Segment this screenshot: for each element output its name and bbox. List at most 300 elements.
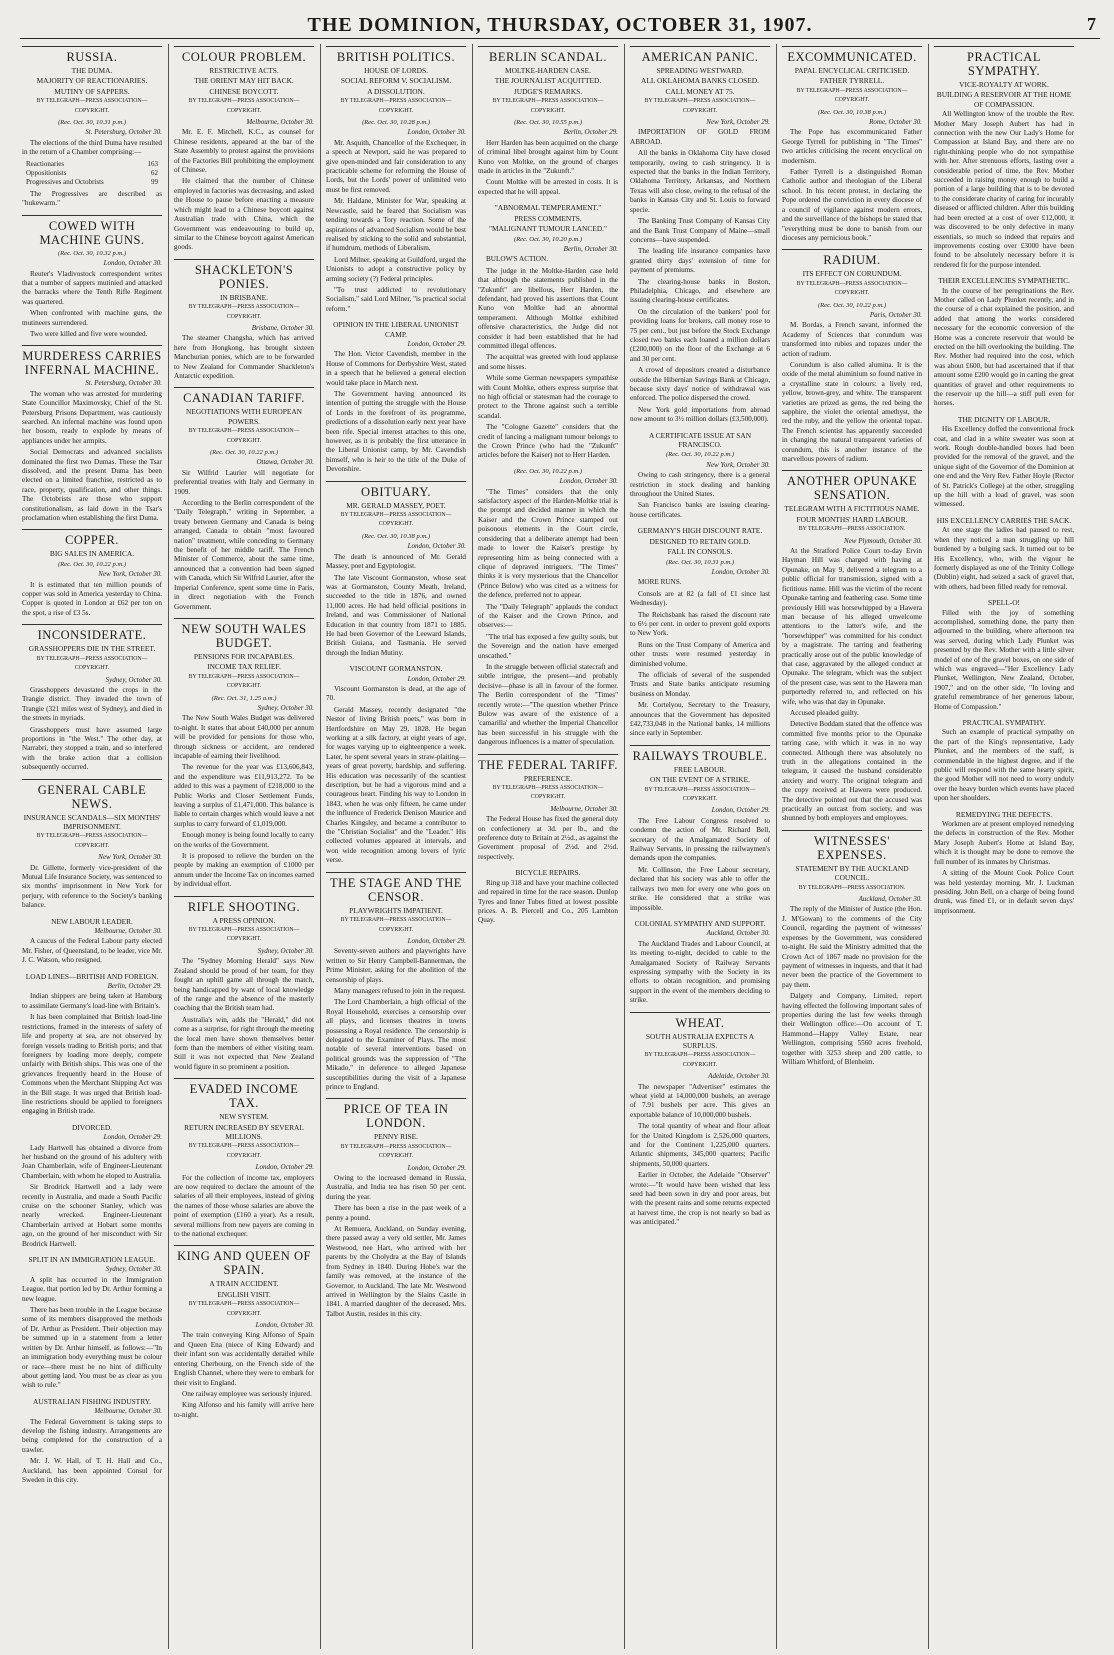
article-dateline: Ottawa, October 30. — [256, 458, 314, 467]
table-label: Oppositionists — [26, 169, 67, 178]
article-paragraph: Social Democrats and advanced socialists dominated the first two Dumas. These the Tsar dissolved, and the present Duma has been elected on a limited franchise, restricted as to race, property, qualification, and other things. The Octobrists are those who support constitutionalism, as laid down in the Tsar's proclamation when establishing the first Duma. — [22, 448, 162, 523]
article — [478, 754, 618, 863]
article — [326, 481, 466, 659]
article-paragraph: There has been a rise in the past week of a penny a pound. — [326, 1204, 466, 1222]
article-headline: WITNESSES' EXPENSES. — [782, 830, 922, 862]
table-value: 99 — [151, 178, 158, 187]
article-headline: ANOTHER OPUNAKE SENSATION. — [782, 470, 922, 502]
article-byline: BY TELEGRAPH—PRESS ASSOCIATION—COPYRIGHT. — [644, 786, 756, 803]
article-paragraph: The judge in the Moltke-Harden case held that although the statements published in the "Zukunft" are libellous, Herr Harden, the defendant, had proved his assertions that Count Kuno von Moltke had an abnormal temperament. Although Moltke exhibited offensive characteristics, the Judge did not consider it had been established that he had committed illegal offences. — [478, 266, 618, 350]
article-paragraph: Mr. Collinson, the Free Labour secretary, declared that his society was able to offer the railways two men for every one who goes on strike. He considered that a strike was impossible. — [630, 865, 770, 912]
article-paragraph: The "Daily Telegraph" applauds the conduct of the Kaiser and the Crown Prince, and observes:— — [478, 602, 618, 630]
article-paragraph: M. Bordas, a French savant, informed the Academy of Sciences that corundum was transformed into rubies and topazes under the action of radium. — [782, 321, 922, 358]
article-paragraph: Father Tyrrell is a distinguished Roman Catholic author and theologian of the Liberal school. In his recent protest, in declaring the Pope ordered the conviction in every diocese of a council of vigilance against modern errors, and the surveillance of the bishops he stated that "everything must be done to banish from our dioceses any pernicious book." — [782, 168, 922, 242]
article-subheading: FALL IN CONSOLS. — [667, 547, 733, 557]
article-subheading: A TRAIN ACCIDENT. — [209, 1279, 279, 1289]
article-paragraph: The steamer Changsha, which has arrived here from Hongkong, has brought sixteen Manchurian ponies, which are to be forwarded to New Zealand for Commander Shackleton's Antarctic expedition. — [174, 334, 314, 380]
article-byline: BY TELEGRAPH—PRESS ASSOCIATION—COPYRIGHT. — [340, 512, 452, 528]
article-paragraph: The Government having announced its intention of putting the struggle with the House of Lords in the forefront of its programme, predictions of a dissolution early next year have been rife. Special interest attaches to this one, however, as it is probably the first utterance in the Liberal Unionist camp, by Mr. Cavendish himself, who is heir to the title of the Duke of Devonshire. — [326, 390, 466, 474]
article-paragraph: Owing to the increased demand in Russia, Australia, and India tea has risen 50 per cent. during the year. — [326, 1174, 466, 1201]
masthead — [20, 14, 1100, 39]
article-byline: BY TELEGRAPH—PRESS ASSOCIATION—COPYRIGHT. — [644, 98, 756, 114]
article-dateline: London, October 30. — [255, 1321, 314, 1330]
article — [174, 259, 314, 382]
article-headline: EXCOMMUNICATED. — [782, 46, 922, 64]
column-rule — [168, 44, 169, 1649]
article-dateline: St. Petersburg, October 30. — [85, 379, 162, 388]
article-dateline: London, October 29. — [255, 1163, 314, 1172]
article-byline: BY TELEGRAPH—PRESS ASSOCIATION—COPYRIGHT. — [188, 927, 300, 943]
received-time: (Rec. Oct. 30, 10.32 p.m.) — [57, 249, 127, 257]
article — [174, 618, 314, 890]
article — [22, 215, 162, 340]
article-paragraph: King Alfonso and his family will arrive here to-night. — [174, 1401, 314, 1419]
received-time: (Rec. Oct. 30, 10.22 p.m.) — [513, 467, 583, 475]
article-subheading: BIG SALES IN AMERICA. — [49, 549, 135, 559]
page-number: 7 — [1087, 14, 1096, 34]
article-subheading: OPINION IN THE LIBERAL UNIONIST CAMP. — [333, 320, 459, 339]
article-paragraph: The woman who was arrested for murdering State Councillor Maximovsky, Chief of the St. Petersburg Prisons Department, was cautiously searched. An infernal machine was found upon her bosom, ready to explode by means of appliances under her armpits. — [22, 389, 162, 445]
article-paragraph: His Excellency doffed the conventional frock coat, and clad in a white sweater was soon at work. Rough double-handled boxes had been provided for the removal of the gravel, and the unique sight of the Governor of the Dominion at one end and the Very Rev. Father Hoyle (Rector of St. Patrick's College) at the other, struggling up the hill with a load of gravel, was soon witnessed. — [934, 425, 1074, 509]
article-headline: WHEAT. — [630, 1012, 770, 1030]
article-paragraph: MORE RUNS. — [638, 578, 682, 587]
article-subheading: A CERTIFICATE ISSUE AT SAN FRANCISCO. — [648, 430, 752, 450]
article-subheading: VICE-ROYALTY AT WORK. — [959, 80, 1049, 89]
article-subheading: "MALIGNANT TUMOUR LANCED." — [488, 224, 608, 234]
article-paragraph: Two were killed and five were wounded. — [30, 329, 148, 338]
article-paragraph: The death is announced of Mr. Gerald Massey, poet and Egyptologist. — [326, 552, 466, 571]
received-time: (Rec. Oct. 30, 10.22 p.m.) — [209, 449, 279, 456]
article-byline: BY TELEGRAPH—PRESS ASSOCIATION—COPYRIGHT. — [188, 98, 300, 114]
article-headline: RADIUM. — [782, 249, 922, 267]
received-time: (Rec. Oct. 30, 10.55 p.m.) — [513, 119, 583, 127]
article-paragraph: Reuter's Vladivostock correspondent writes that a number of sappers mutinied and attacked the barracks where the Tenth Rifle Regiment was quartered. — [22, 269, 162, 306]
article-paragraph: Lady Hartwell has obtained a divorce from her husband on the ground of his adultery with Joan Chamberlain, wife of Engineer-Lieutenant Chamberlain, with whom he eloped to Australia. — [22, 1143, 162, 1180]
article-byline: BY TELEGRAPH—PRESS ASSOCIATION—COPYRIGHT. — [340, 917, 452, 933]
article — [630, 745, 770, 913]
article-byline: BY TELEGRAPH—PRESS ASSOCIATION—COPYRIGHT. — [188, 1143, 300, 1159]
article-subheading: CALL MONEY AT 75. — [665, 86, 735, 96]
article-dateline: Brisbane, October 30. — [251, 323, 314, 332]
article-paragraph: When confronted with machine guns, the mutineers surrendered. — [22, 309, 162, 327]
article-headline: COLOUR PROBLEM. — [174, 46, 314, 64]
article-subheading: CHINESE BOYCOTT. — [209, 86, 279, 96]
article-byline: BY TELEGRAPH—PRESS ASSOCIATION. — [798, 884, 906, 891]
article-byline: BY TELEGRAPH—PRESS ASSOCIATION—COPYRIGHT. — [36, 655, 148, 672]
article-paragraph: All Wellington know of the trouble the Rev. Mother Mary Joseph Aubert has had in connection with the new Our Lady's Home for Compassion at Island Bay, and there are no right-thinking people who do not sympathise with her. After strenuous efforts, lasting over a considerable period of time, the Rev. Mother succeeded in raising money enough to build a portion of a large building that is to be devoted to the considerate charity of caring for incurably diseased or afflicted children. After this building had been erected at a cost of over £12,000, it was discovered to be only defective in many essentials, so much so indeed that repairs and improvements costing over £3000 have been found to be absolutely necessary before it is rendered fit for the purpose intended. — [934, 110, 1074, 269]
received-time: (Rec. Oct. 30, 10.22 p.m.) — [817, 301, 887, 309]
article-paragraph: Many managers refused to join in the request. — [334, 986, 466, 995]
article-headline: THE FEDERAL TARIFF. — [478, 754, 618, 772]
article-paragraph: The Auckland Trades and Labour Council, at its meeting to-night, decided to cable to the Amalgamated Society of Railway Servants expressing sympathy with the Society in its efforts to obtain recognition, and promising support in the event of the members deciding to strike. — [630, 939, 770, 1005]
article-paragraph: Grasshoppers must have assumed large proportions in "the West." The other day, at Narrabri, they stopped a train, and so interfered with the brake action that a collision subsequently occurred. — [22, 725, 162, 772]
article-paragraph: On the circulation of the bankers' pool for providing loans for brokers, call money rose to 75 per cent., but just before the Stock Exchange closed two banks each loaned a million dollars (£200,000) on the floor of the Exchange at 6 and 30 per cent. — [630, 307, 770, 363]
article-paragraph: The reply of the Minister of Justice (the Hon. J. M'Gowan) to the comments of the City Council, regarding the payment of witnesses' expenses by the Government, was considered to-night. He said the Ministry admitted that the Crown Act of 1867 made no provision for the payment of witnesses in inquests, and that it had never been the practice of the Government to pay them. — [782, 905, 922, 989]
article-paragraph: Consols are at 82 (a fall of £1 since last Wednesday). — [630, 589, 770, 608]
article-paragraph: Lord Milner, speaking at Guildford, urged the Unionists to adopt a constructive policy by arming society (?) Federal principles. — [326, 255, 466, 283]
table-row — [22, 178, 162, 187]
article-paragraph: The leading life insurance companies have granted thirty days' extension of time for payment of premiums. — [630, 247, 770, 275]
article-subheading: REMEDYING THE DEFECTS. — [955, 809, 1053, 819]
article — [630, 1012, 770, 1228]
article-headline: NEW SOUTH WALES BUDGET. — [174, 618, 314, 650]
article-subheading: DESIGNED TO RETAIN GOLD. — [649, 536, 751, 546]
article-dateline: London, October 30. — [407, 542, 466, 551]
article-paragraph: Sir Wilfrid Laurier will negotiate for preferential treaties with Italy and Germany in 1909. — [174, 468, 314, 496]
article-paragraph: It has been complained that British load-line restrictions, framed in the interests of safety of life and property at sea, are not observed by foreign vessels trading to British ports; and that foreigners by loading more deeply, compete unfairly with British ships. This was one of the grievances frequently heard in the House of Commons when the Merchant Shipping Act was in the Bill stage. It was urged that British load-line restrictions should be applied to foreigners engaging in British trade. — [22, 1013, 162, 1116]
article-subheading: INSURANCE SCANDALS—SIX MONTHS' IMPRISONMENT. — [23, 812, 161, 831]
article — [326, 46, 466, 314]
article-paragraph: San Francisco banks are issuing clearing-house certificates. — [630, 501, 770, 519]
article-dateline: Sydney, October 30. — [257, 703, 314, 712]
article-headline: BERLIN SCANDAL. — [478, 46, 618, 64]
article-paragraph: The total quantity of wheat and flour afloat for the United Kingdom is 2,526,000 quarters, and for the Continent 1,225,000 quarters. Atlantic shipments, 345,000 quarters; Pacific shipments, 50,000 quarters. — [630, 1122, 770, 1168]
article-paragraph: All the banks in Oklahoma City have closed temporarily, owing to cash stringency. It is expected that the banks in the Indian Territory, Oklahoma Territory, Arkansas, and Northern Texas will also close, owing to the refusal of the banks in Kansas City and St. Louis to forward specie. — [630, 149, 770, 214]
article — [782, 249, 922, 464]
article — [934, 516, 1074, 592]
article-subheading: THE DUMA. — [71, 66, 113, 75]
article-paragraph: The revenue for the year was £13,606,843, and the expenditure was £11,913,272. To be added to this was a payment of £218,000 to the Public Works and Closer Settlement Funds, leaving a surplus of £1,471,000. This balance is liable to certain charges which would leave a net surplus to carry forward of £1,019,000. — [174, 763, 314, 828]
article-byline: BY TELEGRAPH—PRESS ASSOCIATION—COPYRIGHT. — [36, 98, 148, 114]
article-paragraph: The Pope has excommunicated Father George Tyrrell for publishing in "The Times" two articles criticising the recent encyclical on modernism. — [782, 128, 922, 165]
article-headline: THE STAGE AND THE CENSOR. — [326, 872, 466, 904]
article-paragraph: At Remuera, Auckland, on Sunday evening, there passed away a very old settler, Mr. James Westwood, nee Hart, who arrived with her parents by the Cholydra at the Bay of Islands from Sydney in 1840. During Hobe's war the family was removed, at the instance of the Governor, to Auckland. The late Mr. Westwood arrived in Wellington by the Slains Castle in 1841. A married daughter of the deceased, Mrs. Talbot Austin, resides in this city. — [326, 1225, 466, 1318]
article-headline: GENERAL CABLE NEWS. — [22, 779, 162, 811]
article-paragraph: It is proposed to relieve the burden on the people by making an exemption of £1000 per annum under the Income Tax on incomes earned by individual effort. — [174, 852, 314, 889]
column-7 — [934, 44, 1074, 1649]
article — [174, 1245, 314, 1420]
article-paragraph: Such an example of practical sympathy on the part of the King's representative, Lady Plunket, and the members of the staff, is commendable in the highest degree, and if the public will respond with the same hearty spirit, the good Mother will not need to worry unduly over the heavy burden which events have placed upon her shoulders. — [934, 728, 1074, 803]
received-time: (Rec. Oct. 31, 1.25 a.m.) — [211, 694, 277, 702]
article-paragraph: Earlier in October, the Adelaide "Observer" wrote:—"It would have been wished that less seed had been sown in dry and poor areas, but with the present rains and some returns expected at harvest time, the crop is not nearly so bad as was anticipated." — [630, 1171, 770, 1227]
article — [478, 868, 618, 925]
article-paragraph: At one stage the ladies had paused to rest, when they noticed a man struggling up hill burdened by a bulging sack. It turned out to be His Excellency, who, with the vigour he formerly displayed as one of the Trinity College (Dublin) eight, had seized a sack of gravel that, with others, had been filled ready for removal. — [934, 526, 1074, 591]
article-dateline: London, October 29. — [407, 936, 466, 945]
article — [934, 598, 1074, 712]
article-paragraph: Mr. E. F. Mitchell, K.C., as counsel for Chinese residents, appeared at the bar of the State Assembly to protest against the provisions of the Factories Bill prohibiting the employment of Chinese. — [174, 128, 314, 175]
article-subheading: DIVORCED. — [71, 1122, 113, 1132]
article-paragraph: The Federal House has fixed the general duty on confectionery at 3d. per lb., and the preference duty to Britain at 2½d., as against the Government proposal of 2½d. and 2½d. respectively. — [478, 815, 618, 861]
article — [22, 1123, 162, 1249]
article-subheading: PENNY RISE. — [373, 1132, 419, 1142]
article-subheading: JUDGE'S REMARKS. — [513, 86, 583, 96]
table-value: 62 — [151, 169, 158, 178]
article — [22, 345, 162, 523]
article-dateline: London, October 29. — [407, 1163, 466, 1172]
article-paragraph: BULOW'S ACTION. — [486, 255, 548, 264]
article-paragraph: The late Viscount Gormanston, whose seat was at Gormanston, County Meath, Ireland, succeeded to the title in 1876, and owned 11,000 acres. He had held official positions in Ireland, and was Commissioner of National Education in that country from 1871 to 1885. He had been Governor of the Leeward Islands, British Guiana, and Tasmania. He served through the Indian Mutiny. — [326, 573, 466, 657]
article — [630, 431, 770, 521]
article-paragraph: The Free Labour Congress resolved to condemn the action of Mr. Richard Bell, secretary of the Amalgamated Society of Railway Servants, in pressing the railwaymen's demands upon the companies. — [630, 816, 770, 863]
article-paragraph: The "Sydney Morning Herald" says New Zealand should be proud of her team, for they fought an uphill game all through the match, being handicapped by want of local knowledge of the range and the absence of the masterly coaching that the British team had. — [174, 957, 314, 1013]
column-2 — [174, 44, 314, 1649]
article — [782, 470, 922, 823]
article — [782, 46, 922, 243]
article-paragraph: New York gold importations from abroad now amount to 3½ million dollars (£3,500,000). — [630, 405, 770, 424]
article-dateline: New York, October 30. — [98, 570, 162, 579]
article — [22, 917, 162, 966]
article-paragraph: For the collection of income tax, employers are now required to declare the amount of the salaries of all their employees, instead of giving the names of those whose salaries are above the point of exemption (£160 a year). As a result, several millions from new payers are coming in to the national exchequer. — [174, 1173, 314, 1239]
article-paragraph: He claimed that the number of Chinese employed in factories was decreasing, and asked the House to pause before enacting a measure which might lead to a Chinese boycott against Australian trade with China, which the Government was endeavouring to build up, similar to the Chinese boycott against American goods. — [174, 177, 314, 252]
article-subheading: BUILDING A RESERVOIR AT THE HOME OF COMPASSION. — [936, 90, 1072, 109]
received-time: (Rec. Oct. 30, 10.31 p.m.) — [665, 558, 735, 566]
article-byline: BY TELEGRAPH—PRESS ASSOCIATION—COPYRIGHT. — [492, 98, 604, 114]
article-subheading: RESTRICTIVE ACTS. — [209, 66, 279, 75]
article-dateline: Melbourne, October 30. — [246, 118, 314, 127]
article-paragraph: The Progressives are described as "hukewarm." — [22, 189, 162, 208]
article-dateline: London, October 30. — [103, 259, 162, 268]
article-paragraph: Dalgety and Company, Limited, report having effected the following important sales of properties during the last few weeks through their Wellington office:—On account of T. Hammond—Happy Valley Estate, near Wellington, comprising 5560 acres freehold, together with 3253 sheep and 200 cattle, to William Whitford, of Blenheim. — [782, 992, 922, 1066]
masthead-title: THE DOMINION, THURSDAY, OCTOBER 31, 1907. — [307, 14, 813, 36]
article — [478, 467, 618, 748]
article-subheading: A DISSOLUTION. — [367, 86, 425, 96]
article — [22, 624, 162, 772]
article — [174, 46, 314, 253]
article-subheading: SPELL-O! — [987, 598, 1021, 608]
article-subheading: MAJORITY OF REACTIONARIES. — [36, 76, 148, 86]
article-paragraph: "To trust addicted to revolutionary Socialism," said Lord Milner, "is practical social reform." — [326, 285, 466, 313]
article-dateline: Berlin, October 29. — [107, 982, 162, 991]
article-subheading: INCOME TAX RELIEF. — [207, 662, 281, 672]
article-paragraph: IMPORTATION OF GOLD FROM ABROAD. — [630, 128, 770, 146]
article-subheading: MR. GERALD MASSEY, POET. — [346, 500, 446, 510]
article — [22, 1397, 162, 1486]
article-paragraph: The train conveying King Alfonso of Spain and Queen Ena (niece of King Edward) and their infant son was accidentally derailed while entering Cherbourg, on the French side of the English Channel, where they were to embark for their visit to England. — [174, 1331, 314, 1387]
column-rule — [472, 44, 473, 1649]
article — [174, 1078, 314, 1239]
article-headline: EVADED INCOME TAX. — [174, 1078, 314, 1110]
article-dateline: Adelaide, October 30. — [708, 1072, 770, 1081]
article-subheading: "ABNORMAL TEMPERAMENT." — [494, 203, 602, 213]
article-paragraph: In the course of her peregrinations the Rev. Mother called on Lady Plunket recently, and in the course of a chat explained the position, and added that among the works considered necessary for the economic conversion of the Home was a concrete reservoir that would be erected on the hill overlooking the building. The Rev. Mother had required into the cost, which was about £600, but had ascertained that if that amount some £200 would go in carting the great quantities of gravel and other requirements to the reservoir up the hill—a stiff pull even for horses. — [934, 286, 1074, 408]
article-subheading: PREFERENCE. — [523, 773, 573, 783]
article-paragraph: Dr. Gillette, formerly vice-president of the Mutual Life Insurance Society, was sentenced to six months' imprisonment in New York for perjury, with reference to the Society's banking balance. — [22, 863, 162, 910]
article-paragraph: Detective Boddam stated that the offence was committed five months prior to the Opunake tarring case, with which it was in no way connected. Although there was absolutely no truth in the allegations contained in the telegram, it caused the husband considerable anxiety and worry. The original telegram and the copy received at Hawera were produced. The detective pointed out that the accused was practically an outcast from society, and was shunned by both employers and employees. — [782, 720, 922, 823]
article-paragraph: Indian shippers are being taken at Hamburg to assimilate Germany's load-line with Britain's. — [22, 992, 162, 1010]
article-paragraph: Gerald Massey, recently designated "the Nestor of living British poets," was born in Hertfordshire on May 29, 1828. He began working at a silk factory, at eight years of age, for wages varying up to eighteenpence a week. Later, he spent several years in straw-plaiting—years of great poverty, hardship, and suffering. His education was necessarily of the scantiest description, but he had a vigorous mind and a courageous heart. Finding his way to London in 1843, when he was only fifteen, he came under the influence of Frederick Denison Maurice and Charles Kingsley, and became a contributor to the "Christian Socialist" and the "Leader." His collected volumes appeared at intervals, and won wide recognition among lovers of lyric verse. — [326, 705, 466, 865]
article — [630, 46, 770, 425]
column-rule — [320, 44, 321, 1649]
article-subheading: AUSTRALIAN FISHING INDUSTRY. — [33, 1396, 151, 1406]
article-paragraph: The acquittal was greeted with loud applause and some hisses. — [478, 353, 618, 371]
article-byline: BY TELEGRAPH—PRESS ASSOCIATION—COPYRIGHT. — [796, 280, 908, 297]
table-row — [22, 160, 162, 169]
article-dateline: Melbourne, October 30. — [550, 804, 618, 813]
article-subheading: SOUTH AUSTRALIA EXPECTS A SURPLUS. — [645, 1031, 755, 1050]
article — [22, 1255, 162, 1391]
article-subheading: ALL OKLAHOMA BANKS CLOSED. — [641, 76, 759, 86]
article-headline: INCONSIDERATE. — [22, 624, 162, 642]
article-dateline: St. Petersburg, October 30. — [85, 128, 162, 137]
article-paragraph: Runs on the Trust Company of America and other trusts were resumed yesterday in diminished volume. — [630, 640, 770, 668]
article-subheading: THE JOURNALIST ACQUITTED. — [494, 76, 602, 86]
article-paragraph: A sitting of the Mount Cook Police Court was held yesterday morning. Mr. J. Luckman presiding. John Bell, on a charge of being found drunk, was fined £1, or in default seven days' imprisonment. — [934, 869, 1074, 915]
article-paragraph: Mr. Cortelyou, Secretary to the Treasury, announces that the Government has deposited £42,733,048 in the National banks, 14 millions since early in September. — [630, 701, 770, 738]
article-subheading: MUTINY OF SAPPERS. — [54, 86, 130, 96]
article — [630, 919, 770, 1006]
article-byline: BY TELEGRAPH—PRESS ASSOCIATION—COPYRIGHT. — [188, 304, 300, 320]
article-subheading: NEW LABOUR LEADER. — [51, 916, 133, 926]
table-value: 163 — [147, 159, 158, 168]
article — [326, 1098, 466, 1319]
article-subheading: RETURN INCREASED BY SEVERAL MILLIONS. — [184, 1122, 304, 1141]
article-paragraph: Herr Harden has been acquitted on the charge of criminal libel brought against him by Count Kuno von Moltke, on the ground of charges made in articles in the "Zukunft." — [478, 138, 618, 176]
column-rule — [776, 44, 777, 1649]
article-paragraph: Seventy-seven authors and playwrights have written to Sir Henry Campbell-Bannerman, the Prime Minister, asking for the abolition of the censorship of plays. — [326, 947, 466, 984]
column-3 — [326, 44, 466, 1649]
column-1 — [22, 44, 162, 1649]
article-headline: RUSSIA. — [22, 46, 162, 64]
article-dateline: New Plymouth, October 30. — [844, 536, 922, 545]
article-dateline: Auckland, October 30. — [706, 929, 770, 938]
article-paragraph: One railway employee was seriously injured. — [182, 1389, 312, 1398]
article-headline: BRITISH POLITICS. — [326, 46, 466, 64]
article-subheading: VISCOUNT GORMANSTON. — [349, 664, 443, 674]
article-subheading: ITS EFFECT ON CORUNDUM. — [802, 269, 902, 279]
article-paragraph: Viscount Gormanston is dead, at the age of 70. — [326, 684, 466, 703]
article-dateline: Melbourne, October 30. — [94, 927, 162, 936]
article-subheading: SOCIAL REFORM V. SOCIALISM. — [340, 76, 452, 86]
article — [782, 830, 922, 1068]
table-label: Progressives and Octobrists — [26, 178, 104, 187]
article-paragraph: Mr. J. W. Hall, of T. H. Hall and Co., Auckland, has been appointed Consul for Sweden in this city. — [22, 1457, 162, 1484]
article-headline: MURDERESS CARRIES INFERNAL MACHINE. — [22, 345, 162, 377]
article-paragraph: Sir Brodrick Hartwell and a lady were recently in Australia, and made a South Pacific cruise on the schooner Stanley, which was nearly wrecked. Engineer-Lieutenant Chamberlain arrived at Hobart some months ago, on the ground of her misconduct with Sir Brodrick Hartwell. — [22, 1183, 162, 1248]
article-paragraph: At the Stratford Police Court to-day Ervin Hayman Hill was charged with having at Opunake, on May 9, delivered a telegram to a public official for transmission, signed with a fictitious name. Hill was the victim of the recent Opunake tarring and feathering case. Some time previously Hill was horsewhipped by a Hawera man because of his alleged unwelcome attentions to the latter's wife, and the "horsewhipper" was committed for his conduct by a magistrate. The tarring and feathering practically arose out of the public knowledge of that case, aggravated by the alleged conduct at Opunake. The telegram, which was the subject of the present case, was sent to the Hawera man purportedly referred to, and reflected on his wife, who was that day in Opunake. — [782, 547, 922, 706]
article-headline: CANADIAN TARIFF. — [174, 387, 314, 405]
article-paragraph: The Reichsbank has raised the discount rate to 6½ per cent. in order to prevent gold exports to New York. — [630, 610, 770, 638]
article-byline: BY TELEGRAPH—PRESS ASSOCIATION—COPYRIGHT. — [36, 833, 148, 849]
article-byline: BY TELEGRAPH—PRESS ASSOCIATION—COPYRIGHT. — [644, 1052, 756, 1068]
table-row — [22, 169, 162, 178]
article-dateline: London, October 29. — [407, 339, 466, 348]
article-subheading: SPLIT IN AN IMMIGRATION LEAGUE. — [28, 1255, 156, 1265]
article-paragraph: In the struggle between official statecraft and subtle intrigue, the present—and probably decisive—phase is all in favour of the former. The Berlin correspondent of the "Times" recently wrote:—"The question whether Prince Bulow was aware of the existence of a 'camarilla' and whether the Imperial Chancellor has been successful in his struggle with the dangerous influences is a matter of speculation. — [478, 662, 618, 747]
article-byline: BY TELEGRAPH—PRESS ASSOCIATION—COPYRIGHT. — [340, 98, 452, 114]
article-subheading: BICYCLE REPAIRS. — [515, 868, 581, 878]
article-dateline: Berlin, October 30. — [563, 244, 618, 253]
article-subheading: FREE LABOUR. — [673, 764, 727, 774]
column-rule — [624, 44, 625, 1649]
article-subheading: ENGLISH VISIT. — [217, 1289, 271, 1299]
article-subheading: PAPAL ENCYCLICAL CRITICISED. — [794, 66, 910, 75]
article — [934, 415, 1074, 510]
article-paragraph: Owing to cash stringency, there is a general restriction in stock dealing and banking throughout the United States. — [630, 471, 770, 499]
article-paragraph: The clearing-house banks in Boston, Philadelphia, Chicago, and elsewhere are issuing clearing-house certificates. — [630, 277, 770, 305]
article-dateline: London, October 29. — [407, 674, 466, 683]
article — [174, 896, 314, 1073]
article-subheading: COLONIAL SYMPATHY AND SUPPORT. — [634, 918, 766, 928]
article — [22, 972, 162, 1117]
article-dateline: London, October 29. — [711, 806, 770, 815]
article-subheading: ON THE EVENT OF A STRIKE. — [650, 775, 750, 785]
article-paragraph: Count Moltke will be arrested in costs. It is expected that he will appeal. — [478, 178, 618, 196]
article-paragraph: Mr. Haldane, Minister for War, speaking at Newcastle, said he feared that Socialism was tending towards a Tory reaction. Some of the aspirations of advanced Socialism would be best realised by sticking to the solid and substantial, if humdrum, methods of Liberalism. — [326, 197, 466, 253]
article — [478, 203, 618, 461]
article-headline: AMERICAN PANIC. — [630, 46, 770, 64]
table-label: Reactionaries — [26, 159, 65, 168]
article-paragraph: While some German newspapers sympathise with Count Moltke, others express surprise that no high official or statesman had the courage to protect to the Throne against such a terrible scandal. — [478, 374, 618, 420]
article-byline: BY TELEGRAPH—PRESS ASSOCIATION—COPYRIGHT. — [340, 1143, 452, 1160]
article — [22, 46, 162, 209]
received-time: (Rec. Oct. 30, 10.22 p.m.) — [665, 451, 735, 459]
article-paragraph: A split has occurred in the Immigration League, that portion led by Dr. Arthur forming a new league. — [22, 1275, 162, 1303]
article-paragraph: It is estimated that ten million pounds of copper was sold in America yesterday to China. Copper is quoted in London at £62 per ton on the spot, a rise of £3 5s. — [22, 580, 162, 617]
article-headline: PRICE OF TEA IN LONDON. — [326, 1098, 466, 1130]
column-5 — [630, 44, 770, 1649]
article — [326, 320, 466, 475]
article-dateline: New York, October 30. — [98, 853, 162, 862]
received-time: (Rec. Oct. 30, 10.38 p.m.) — [361, 532, 431, 540]
article-headline: COPPER. — [22, 529, 162, 547]
received-time: (Rec. Oct. 30, 10.20 p.m.) — [513, 235, 583, 243]
article-paragraph: Grasshoppers devastated the crops in the Trangie district. They invaded the town of Trangie (321 miles west of Sydney), and died in the streets in myriads. — [22, 685, 162, 723]
article-subheading: LOAD LINES—BRITISH AND FOREIGN. — [25, 971, 159, 981]
article-paragraph: There has been trouble in the League because some of its members disapproved the methods of Dr. Arthur as President. Their objection may be summed up in a statement from a letter written by Dr. Arthur himself, as follows:—"In an immigration body everything must be colour or race—there must be no hint of difficulty about getting land. You must be as clear as you wish to rule." — [22, 1306, 162, 1390]
article-paragraph: The New South Wales Budget was delivered to-night. It states that about £40,000 per annum will be provided for pensions for those who, through sickness or accident, are rendered incapable of earning their livelihood. — [174, 714, 314, 760]
article-paragraph: Mr. Asquith, Chancellor of the Exchequer, in a speech at Newport, said he was prepared to give open-minded and fair consideration to any practicable scheme for reforming the House of Lords, but the Lords' power of unlimited veto must be first removed. — [326, 138, 466, 194]
article-paragraph: Ring up 318 and have your machine collected and repaired in time for the race season. Dunlop Tyres and Inner Tubes fitted at lowest possible prices. A. B. Piercell and Co., 205 Lambton Quay. — [478, 878, 618, 925]
article-byline: BY TELEGRAPH—PRESS ASSOCIATION—COPYRIGHT. — [492, 785, 604, 801]
article-subheading: MOLTKE-HARDEN CASE. — [505, 66, 591, 75]
article-paragraph: Australia's win, adds the "Herald," did not come as a surprise, for right through the meeting the local men have shown themselves better form than the members of either visiting team. Still it was not expected that New Zealand would figure in so prominent a position. — [174, 1015, 314, 1071]
article-headline: KING AND QUEEN OF SPAIN. — [174, 1245, 314, 1277]
article-subheading: PRESS COMMENTS. — [514, 213, 582, 223]
article-dateline: New York, October 29. — [706, 118, 770, 127]
article-paragraph: The officials of several of the suspended Trusts and State banks anticipate resuming business on Monday. — [630, 670, 770, 698]
article-subheading: GERMANY'S HIGH DISCOUNT RATE. — [637, 526, 763, 536]
article — [22, 779, 162, 911]
article — [934, 276, 1074, 409]
article — [22, 529, 162, 618]
article-subheading: HIS EXCELLENCY CARRIES THE SACK. — [936, 515, 1072, 525]
article-dateline: Auckland, October 30. — [858, 895, 922, 904]
received-time: (Rec. Oct. 30, 10.22 p.m.) — [57, 560, 127, 568]
results-table — [22, 160, 162, 188]
article-headline: COWED WITH MACHINE GUNS. — [22, 215, 162, 247]
article-dateline: London, October 30. — [711, 567, 770, 576]
article-paragraph: The Hon. Victor Cavendish, member in the House of Commons for Derbyshire West, stated in a speech that he believed a general election would take place in March next. — [326, 350, 466, 387]
article-subheading: GRASSHOPPERS DIE IN THE STREET. — [28, 644, 156, 654]
article-dateline: London, October 30. — [559, 477, 618, 486]
article-byline: BY TELEGRAPH—PRESS ASSOCIATION—COPYRIGHT. — [188, 1301, 300, 1317]
article-paragraph: Workmen are at present employed remedying the defects in construction of the Rev. Mother Mary Joseph Aubert's Home at Island Bay, which it is thought may be done to remove the full number of its inmates by Christmas. — [934, 820, 1074, 866]
article — [478, 46, 618, 197]
article-dateline: London, October 30. — [407, 128, 466, 137]
article-subheading: A PRESS OPINION. — [212, 915, 276, 925]
article — [326, 664, 466, 866]
column-6 — [782, 44, 922, 1649]
article-subheading: STATEMENT BY THE AUCKLAND COUNCIL. — [795, 863, 909, 883]
article-paragraph: The Federal Government is taking steps to develop the fishing industry. Arrangements are being completed for the construction of a trawler. — [22, 1417, 162, 1454]
article-byline: BY TELEGRAPH—PRESS ASSOCIATION—COPYRIGHT. — [188, 673, 300, 690]
received-time: (Rec. Oct. 30, 10.28 p.m.) — [361, 119, 431, 127]
article-subheading: NEGOTIATIONS WITH EUROPEAN POWERS. — [185, 407, 303, 426]
article-subheading: NEW SYSTEM. — [219, 1112, 269, 1122]
article-dateline: Sydney, October 30. — [257, 946, 314, 955]
article-headline: RIFLE SHOOTING. — [174, 896, 314, 914]
article-paragraph: Enough money is being found locally to carry on the works of the Government. — [174, 831, 314, 849]
article-dateline: Melbourne, October 30. — [94, 1407, 162, 1416]
article-paragraph: The newspaper "Advertiser" estimates the wheat yield at 14,000,000 bushels, an average of 7.91 bushels per acre. This gives an exportable balance of 10,000,000 bushels. — [630, 1082, 770, 1119]
article-subheading: THE DIGNITY OF LABOUR. — [957, 414, 1051, 424]
article — [174, 387, 314, 612]
article-subheading: FATHER TYRRELL. — [819, 76, 885, 86]
article-subheading: THE ORIENT MAY HIT BACK. — [194, 76, 294, 86]
article-headline: SHACKLETON'S PONIES. — [174, 259, 314, 291]
article-subheading: FOUR MONTHS' HARD LABOUR. — [796, 514, 908, 524]
article-paragraph: Accused pleaded guilty. — [790, 708, 859, 717]
